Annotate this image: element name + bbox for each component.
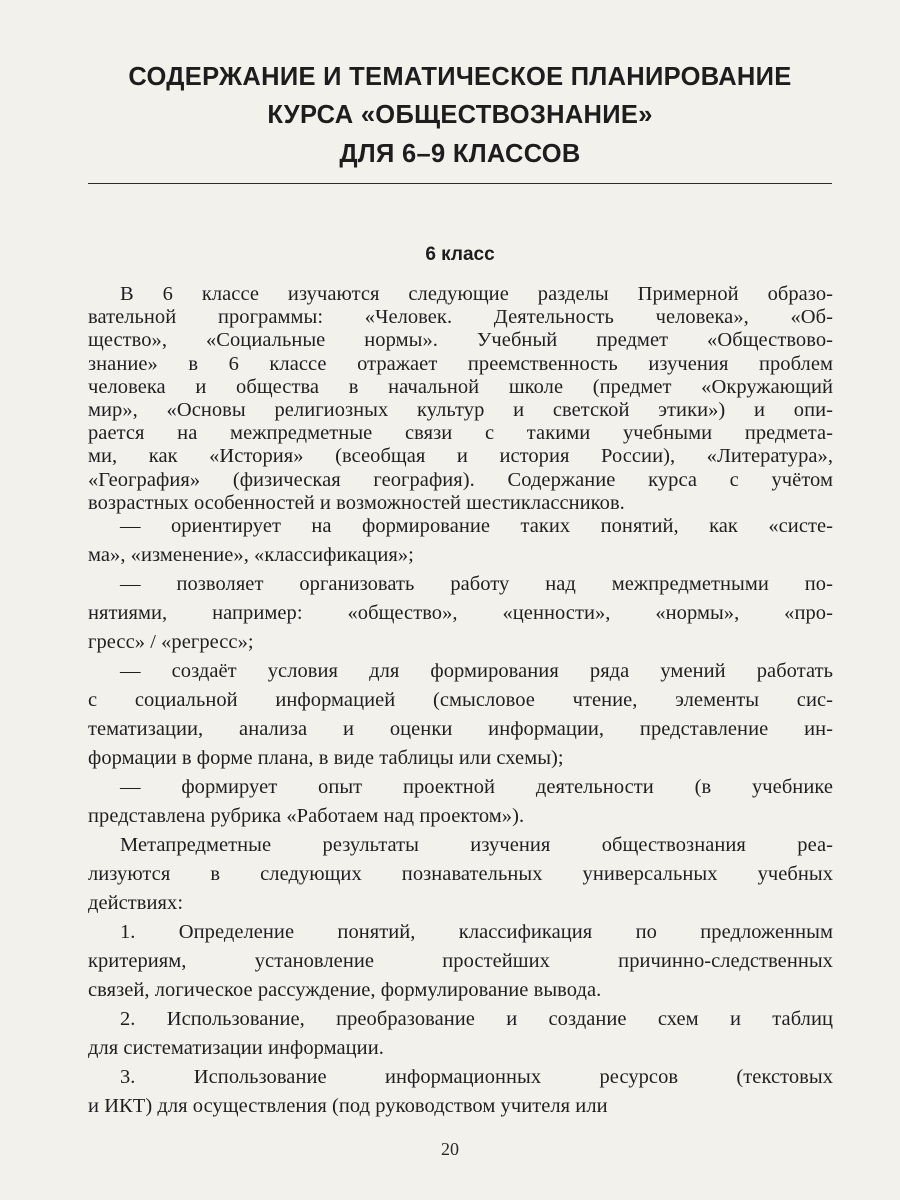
text-line: «География» (физическая география). Содержание курса с учётом (88, 468, 833, 491)
text-line: формации в форме плана, в виде таблицы или схемы); (88, 747, 564, 769)
text-line: вательной программы: «Человек. Деятельность человека», «Об- (88, 306, 833, 329)
text-line: критериям, установление простейших причинно-следственных (88, 950, 833, 972)
text-line: 2. Использование, преобразование и создание схем и таблиц (120, 1008, 833, 1030)
text-line: возрастных особенностей и возможностей шестиклассников. (88, 491, 625, 514)
text-line: лизуются в следующих познавательных универсальных учебных (88, 863, 833, 885)
text-line: Метапредметные результаты изучения обществознания реа- (120, 834, 833, 856)
section-heading: 6 класс (425, 244, 495, 265)
text-line: ма», «изменение», «классификация»; (88, 544, 414, 566)
text-line: с социальной информацией (смысловое чтение, элементы сис- (88, 689, 833, 711)
page-title-line-1: СОДЕРЖАНИЕ И ТЕМАТИЧЕСКОЕ ПЛАНИРОВАНИЕ (128, 63, 792, 91)
text-line: тематизации, анализа и оценки информации, представление ин- (88, 718, 833, 740)
page-title-line-2: КУРСА «ОБЩЕСТВОЗНАНИЕ» (267, 101, 653, 129)
text-line: связей, логическое рассуждение, формулирование вывода. (88, 979, 602, 1001)
text-line: В 6 классе изучаются следующие разделы Примерной образо- (120, 283, 833, 305)
text-line: ми, как «История» (всеобщая и история России), «Литература», (88, 445, 833, 468)
text-line: — создаёт условия для формирования ряда умений работать (120, 660, 833, 682)
text-line: мир», «Основы религиозных культур и светской этики») и опи- (88, 399, 833, 421)
text-line: 1. Определение понятий, классификация по предложенным (120, 921, 833, 943)
text-line: рается на межпредметные связи с такими учебными предмета- (88, 422, 833, 445)
text-line: для систематизации информации. (88, 1037, 384, 1059)
text-line: гресс» / «регресс»; (88, 631, 254, 653)
title-divider (88, 183, 832, 184)
text-line: и ИКТ) для осуществления (под руководством учителя или (88, 1095, 608, 1117)
text-line: знание» в 6 классе отражает преемственность изучения проблем (88, 352, 833, 375)
text-line: — позволяет организовать работу над межпредметными по- (120, 573, 833, 595)
text-line: — формирует опыт проектной деятельности (в учебнике (120, 776, 833, 798)
text-line: нятиями, например: «общество», «ценности», «нормы», «про- (88, 602, 833, 624)
text-line: действиях: (88, 892, 184, 914)
page-title-line-3: ДЛЯ 6–9 КЛАССОВ (339, 140, 581, 168)
text-line: щество», «Социальные нормы». Учебный предмет «Обществово- (88, 329, 833, 352)
text-line: человека и общества в начальной школе (предмет «Окружающий (88, 375, 833, 398)
text-line: 3. Использование информационных ресурсов (текстовых (120, 1066, 833, 1088)
text-line: представлена рубрика «Работаем над проектом»). (88, 805, 525, 827)
page-number: 20 (441, 1139, 459, 1159)
text-line: — ориентирует на формирование таких понятий, как «систе- (120, 515, 833, 537)
